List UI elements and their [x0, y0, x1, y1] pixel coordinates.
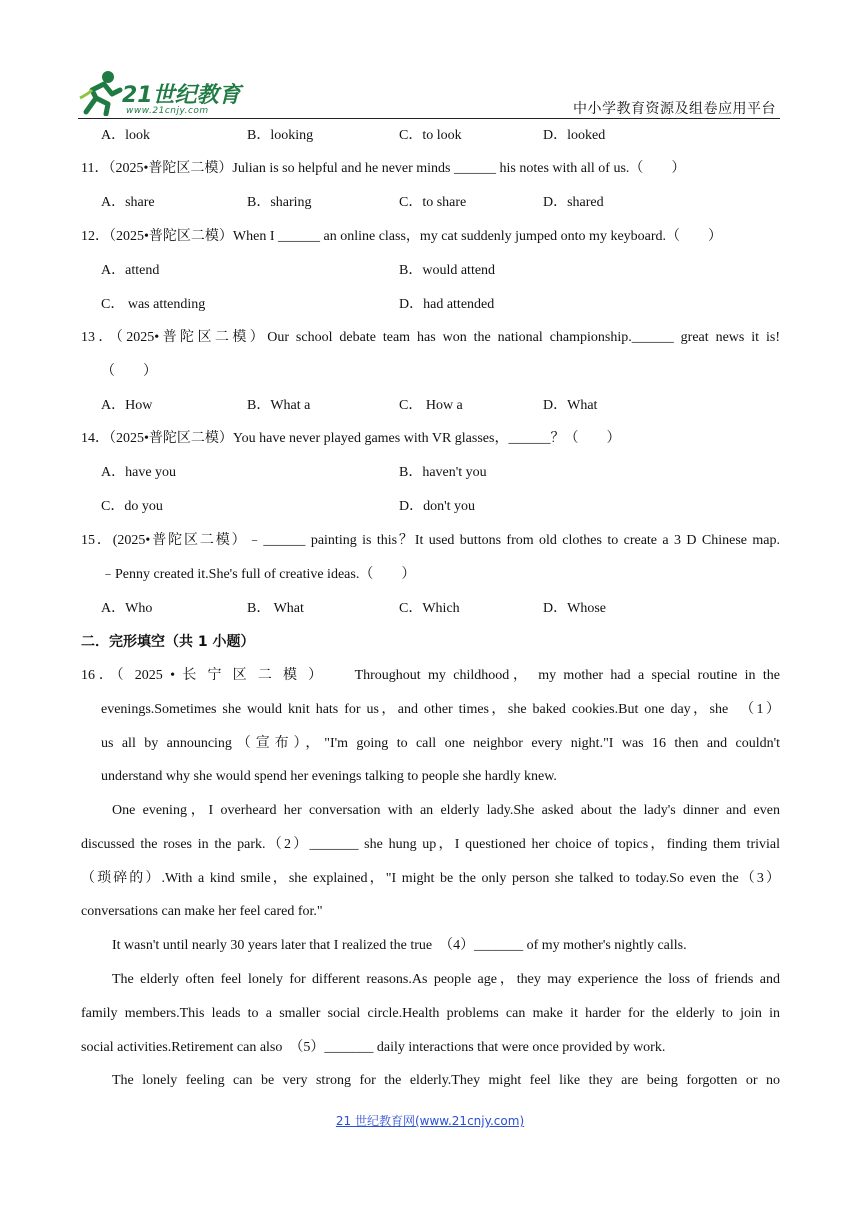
q12-option-a: A．attend	[101, 263, 160, 278]
q16-para4-line-3: social activities.Retirement can also （5）_______ daily interactions that were once provided by work.	[81, 1040, 666, 1055]
q10-option-c: C．to look	[399, 128, 462, 143]
q11-option-b: B．sharing	[247, 195, 312, 210]
section-heading: 二．完形填空（共 1 小题）	[81, 634, 255, 650]
q15-stem: 15．(2025•普陀区二模）﹣______ painting is this？It used buttons from old clothes to create a 3 D Chinese map.	[81, 533, 780, 548]
q12-option-c: C． was attending	[101, 297, 206, 312]
q15-option-a: A．Who	[101, 601, 153, 616]
q16-para4-line-2: family members.This leads to a smaller social circle.Health problems can make it harder for the elderly to join in	[81, 1006, 780, 1021]
q16-para4-line-1: The elderly often feel lonely for different reasons.As people age，they may experience the loss of friends and	[112, 972, 780, 987]
q16-para5-line-1: The lonely feeling can be very strong for the elderly.They might feel like they are being forgotten or no	[112, 1073, 780, 1088]
q10-option-d: D．looked	[543, 128, 606, 143]
q10-option-a: A．look	[101, 128, 150, 143]
q15-option-c: C．Which	[399, 601, 460, 616]
q13-stem: 13．（2025•普陀区二模）Our school debate team has won the national championship.______ great news it is!	[81, 330, 780, 345]
header-divider	[78, 118, 780, 119]
q12-option-d: D．had attended	[399, 297, 495, 312]
q13-option-a: A．How	[101, 398, 153, 413]
q13-option-d: D．What	[543, 398, 598, 413]
q15-option-b: B． What	[247, 601, 304, 616]
site-logo	[78, 68, 248, 118]
q10-option-b: B．looking	[247, 128, 314, 143]
q16-para2-line-1: One evening，I overheard her conversation with an elderly lady.She asked about the lady's dinner and even	[112, 803, 780, 818]
q13-answer-bracket: （ ）	[101, 364, 157, 379]
q15-option-d: D．Whose	[543, 601, 606, 616]
q14-stem: 14．（2025•普陀区二模）You have never played games with VR glasses，______？（ ）	[81, 431, 621, 446]
q11-stem: 11．（2025•普陀区二模）Julian is so helpful and he never minds ______ his notes with all of us.（ ）	[81, 161, 686, 176]
logo-title: 21世纪教育	[122, 83, 241, 108]
q12-stem: 12．（2025•普陀区二模）When I ______ an online class，my cat suddenly jumped onto my keyboard.（ ）	[81, 229, 723, 244]
logo-url: www.21cnjy.com	[126, 106, 209, 116]
q14-option-a: A．have you	[101, 465, 177, 480]
q16-para2-line-2: discussed the roses in the park.（2）_______ she hung up，I questioned her choice of topics，finding them trivial	[81, 837, 780, 852]
q12-option-b: B．would attend	[399, 263, 496, 278]
q13-option-b: B．What a	[247, 398, 311, 413]
q13-option-c: C． How a	[399, 398, 463, 413]
q14-option-b: B．haven't you	[399, 465, 487, 480]
q11-option-d: D．shared	[543, 195, 604, 210]
q16-para2-line-4: conversations can make her feel cared for."	[81, 904, 323, 919]
q11-option-c: C．to share	[399, 195, 467, 210]
q16-line-1: 16．（ 2025 • 长 宁 区 二 模 ） Throughout my childhood， my mother had a special routine in the	[81, 668, 780, 683]
q16-line-4: understand why she would spend her evenings talking to people she hardly knew.	[101, 769, 557, 784]
page-header	[78, 64, 780, 120]
runner-logo-icon	[78, 68, 124, 116]
footer-link[interactable]: 21 世纪教育网(www.21cnjy.com)	[335, 1114, 525, 1128]
q14-option-c: C．do you	[101, 499, 163, 514]
q14-option-d: D．don't you	[399, 499, 476, 514]
q11-option-a: A．share	[101, 195, 155, 210]
q16-line-2: evenings.Sometimes she would knit hats for us，and other times，she baked cookies.But one day，she （1）	[101, 702, 780, 717]
q16-line-3: us all by announcing（宣布），"I'm going to call one neighbor every night."I was 16 then and couldn't	[101, 736, 780, 751]
q16-para2-line-3: （琐碎的）.With a kind smile，she explained，"I might be the only person she talked to today.So even the（3）	[81, 871, 780, 886]
platform-title: 中小学教育资源及组卷应用平台	[573, 101, 776, 117]
q15-stem-line2: ﹣Penny created it.She's full of creative ideas.（ ）	[101, 567, 416, 582]
q16-para3: It wasn't until nearly 30 years later that I realized the true （4）_______ of my mother's nightly calls.	[112, 938, 687, 953]
